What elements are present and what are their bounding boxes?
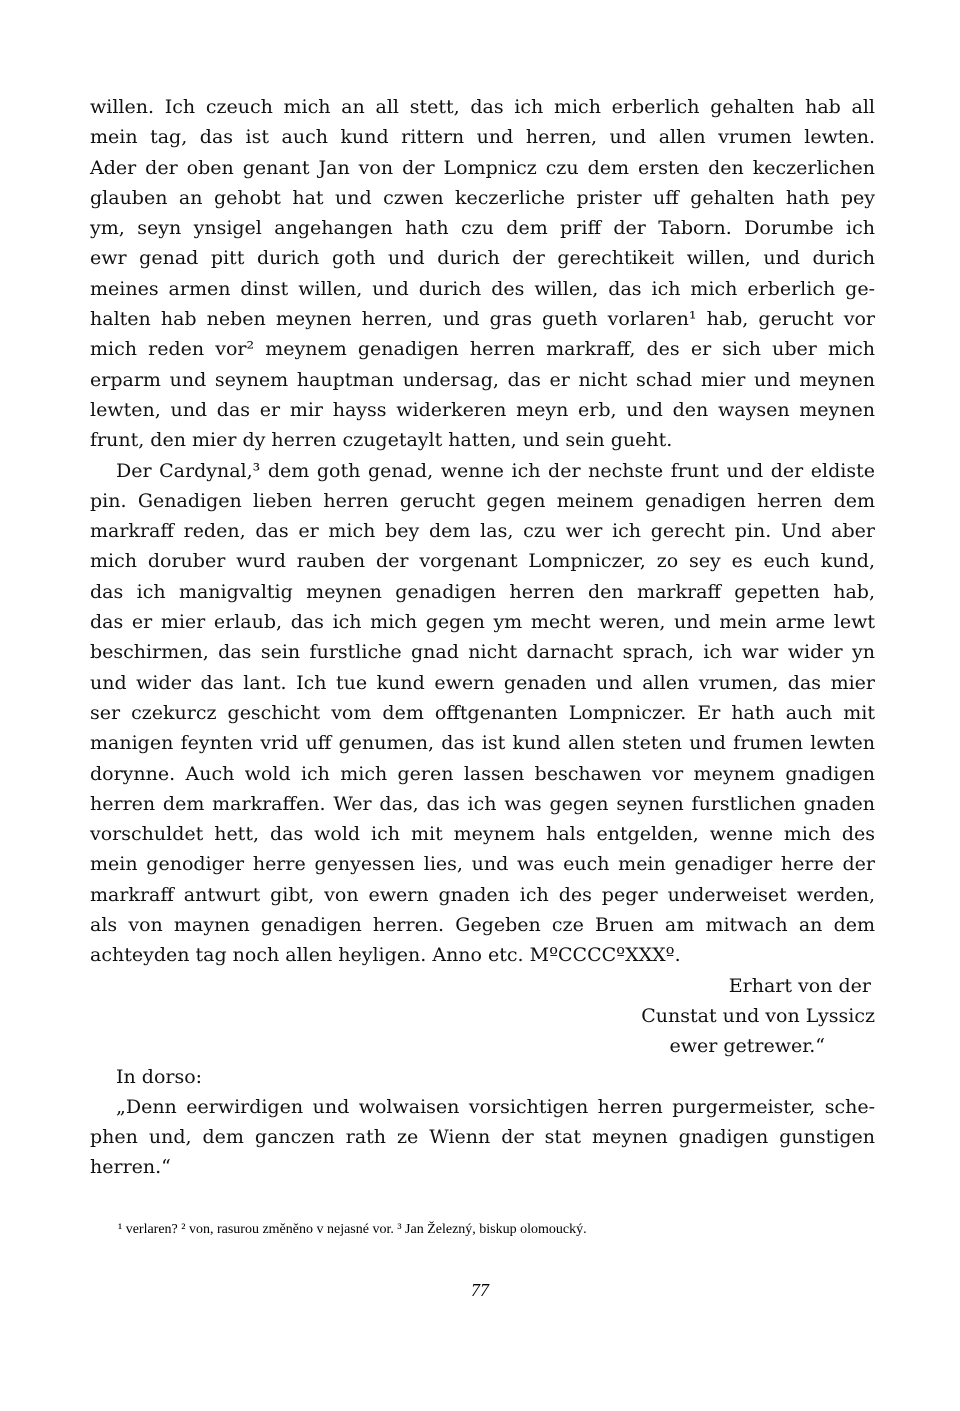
text-line: manigen feynten vrid uff genumen, das ist kund allen steten und frumen lewten [90, 732, 875, 755]
text-line: lewten, und das er mir hayss widerkeren meyn erb, und den waysen meynen [90, 398, 875, 421]
text-line: als von maynen genadigen herren. Gegeben cze Bruen am mitwach an dem [90, 914, 875, 937]
text-line: markraff reden, das er mich bey dem las, czu wer ich gerecht pin. Und aber [90, 520, 875, 543]
text-line: frunt, den mier dy herren czugetaylt hatten, und sein gueht. [90, 429, 673, 452]
text-line: mich reden vor² meynem genadigen herren markraff, des er sich uber mich [90, 338, 875, 361]
text-line: halten hab neben meynen herren, und gras gueth vorlaren¹ hab, gerucht vor [90, 308, 875, 331]
text-line: ym, seyn ynsigel angehangen hath czu dem priff der Taborn. Dorumbe ich [90, 217, 875, 240]
page-body [90, 92, 875, 1183]
text-line: und wider das lant. Ich tue kund ewern genaden und allen vrumen, das mier [90, 671, 875, 694]
text-line: meines armen dinst willen, und durich des willen, das ich mich erberlich ge- [90, 277, 875, 300]
signature-line: ewer getrewer.“ [669, 1035, 825, 1058]
signature-line: Erhart von der [728, 974, 871, 997]
signature-line: Cunstat und von Lyssicz [641, 1004, 875, 1027]
text-line: „Denn eerwirdigen und wolwaisen vorsichtigen herren purgermeister, sche- [116, 1095, 875, 1118]
text-line: vorschuldet hett, das wold ich mit meynem hals entgelden, wenne mich des [90, 823, 875, 846]
paragraph-1 [90, 92, 875, 456]
text-line: pin. Genadigen lieben herren gerucht gegen meinem genadigen herren dem [90, 489, 875, 512]
text-line: dorynne. Auch wold ich mich geren lassen beschawen vor meynem gnadigen [90, 762, 875, 785]
text-line: markraff antwurt gibt, von ewern gnaden ich des peger underweiset werden, [90, 883, 875, 906]
text-line: herren.“ [90, 1156, 171, 1179]
footnotes: ¹ verlaren? ² von, rasurou změněno v nejasné vor. ³ Jan Železný, biskup olomoucký. [118, 1222, 587, 1237]
text-line: mich doruber wurd rauben der vorgenant Lompniczer, zo sey es euch kund, [90, 550, 875, 573]
text-line: beschirmen, das sein furstliche gnad nicht darnacht sprach, ich war wider yn [90, 641, 875, 664]
text-line: mein tag, das ist auch kund rittern und herren, und allen vrumen lewten. [90, 126, 875, 149]
text-line: das er mier erlaub, das ich mich gegen ym mecht weren, und mein arme lewt [90, 611, 875, 634]
page-number: 77 [471, 1280, 489, 1300]
text-line: das ich manigvaltig meynen genadigen herren den markraff gepetten hab, [90, 580, 875, 603]
text-line: ewr genad pitt durich goth und durich der gerechtikeit willen, und durich [90, 247, 875, 270]
text-line: ser czekurcz geschicht vom dem offtgenanten Lompniczer. Er hath auch mit [90, 701, 875, 724]
signature-block [90, 971, 875, 1062]
paragraph-2 [90, 456, 875, 971]
text-line: glauben an gehobt hat und czwen keczerliche prister uff gehalten hath pey [90, 186, 875, 209]
text-line: mein genodiger herre genyessen lies, und was euch mein genadiger herre der [90, 853, 875, 876]
text-line: Ader der oben genant Jan von der Lompnicz czu dem ersten den keczerlichen [90, 156, 875, 179]
text-line: herren dem markraffen. Wer das, das ich was gegen seynen furstlichen gnaden [90, 792, 875, 815]
text-line: erparm und seynem hauptman undersag, das er nicht schad mier und meynen [90, 368, 875, 391]
dorso-label: In dorso: [116, 1065, 203, 1088]
text-line: achteyden tag noch allen heyligen. Anno etc. MºCCCCºXXXº. [90, 944, 681, 967]
text-line: willen. Ich czeuch mich an all stett, das ich mich erberlich gehalten hab all [90, 96, 875, 118]
text-line: Der Cardynal,³ dem goth genad, wenne ich der nechste frunt und der eldiste [116, 459, 875, 482]
text-line: phen und, dem ganczen rath ze Wienn der stat meynen gnadigen gunstigen [90, 1126, 875, 1149]
dorso-section [90, 1062, 875, 1183]
